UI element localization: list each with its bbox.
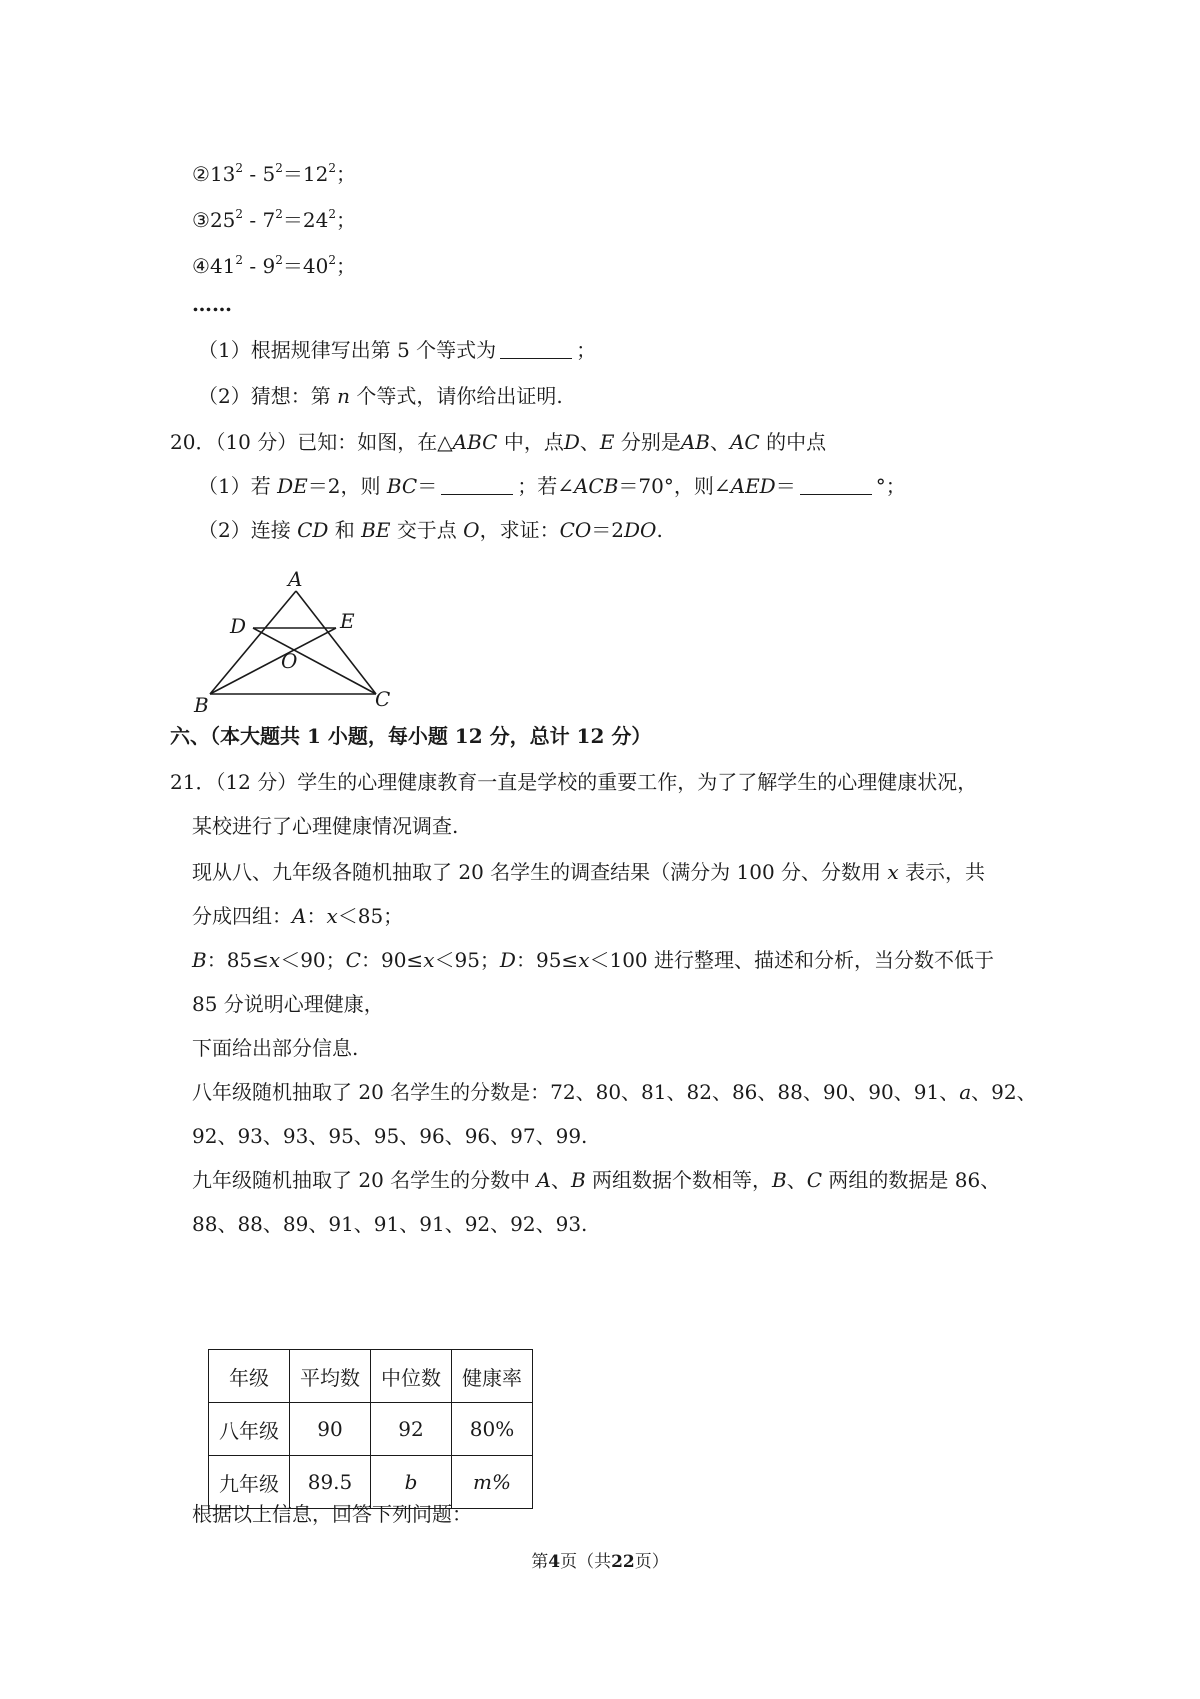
- q19-part2: （2）猜想：第 n 个等式，请你给出证明.: [198, 384, 563, 408]
- q19-part1: （1）根据规律写出第 5 个等式为 ；: [198, 338, 597, 362]
- equation-3: $③25^2 - 7^2=24^2$；: [192, 207, 356, 232]
- equation-4: $④41^2 - 9^2=40^2$；: [192, 253, 356, 278]
- q21-line8: 八年级随机抽取了 20 名学生的分数是：72、80、81、82、86、88、90、90、91、a、92、: [192, 1080, 1037, 1104]
- q21-line6: 85 分说明心理健康，: [192, 992, 384, 1016]
- answer-blank[interactable]: [500, 340, 572, 359]
- table-cell: b: [371, 1456, 452, 1509]
- q21-line1: 21．（12 分）学生的心理健康教育一直是学校的重要工作，为了了解学生的心理健康状况，: [170, 770, 978, 794]
- label-d: D: [230, 614, 247, 638]
- q21-line7: 下面给出部分信息.: [192, 1036, 359, 1060]
- edge-ab: [210, 591, 296, 694]
- q20-stem: 20．（10 分）已知：如图，在△ABC 中，点D、E 分别是AB、AC 的中点: [170, 430, 827, 454]
- q21-closing: 根据以上信息，回答下列问题：: [192, 1502, 472, 1526]
- label-e: E: [340, 609, 355, 633]
- table-cell: 九年级: [209, 1456, 290, 1509]
- table-row: [209, 1403, 533, 1456]
- q20-part2: （2）连接 CD 和 BE 交于点 O，求证：CO＝2DO.: [198, 518, 663, 542]
- table-cell: 89.5: [290, 1456, 371, 1509]
- table-header-cell: 健康率: [452, 1350, 533, 1403]
- table-cell: 90: [290, 1403, 371, 1456]
- equation-2: $②13^2 - 5^2=12^2$；: [192, 161, 356, 186]
- q21-line9: 92、93、93、95、95、96、96、97、99.: [192, 1124, 588, 1148]
- table-header-cell: 中位数: [371, 1350, 452, 1403]
- q21-line2: 某校进行了心理健康情况调查.: [192, 814, 459, 838]
- table-header-cell: 年级: [209, 1350, 290, 1403]
- statistics-table: [208, 1349, 533, 1509]
- table-header-row: [209, 1350, 533, 1403]
- table-header-cell: 平均数: [290, 1350, 371, 1403]
- table-cell: 八年级: [209, 1403, 290, 1456]
- label-o: O: [281, 649, 298, 673]
- label-a: A: [288, 567, 303, 591]
- q21-line4: 分成四组：A：x＜85；: [192, 904, 404, 928]
- q21-line3: 现从八、九年级各随机抽取了 20 名学生的调查结果（满分为 100 分、分数用 x 表示，共: [192, 860, 986, 884]
- q21-line11: 88、88、89、91、91、91、92、92、93.: [192, 1212, 588, 1236]
- label-c: C: [375, 687, 391, 711]
- answer-blank[interactable]: [441, 476, 513, 495]
- page-footer: 第4页（共22页）: [531, 1552, 669, 1572]
- table-cell: 80%: [452, 1403, 533, 1456]
- ellipsis: ……: [192, 292, 232, 316]
- q21-line5: B：85≤x＜90；C：90≤x＜95；D：95≤x＜100 进行整理、描述和分析，当分数不低于: [192, 948, 994, 972]
- label-b: B: [194, 693, 209, 717]
- section-heading: 六、（本大题共 1 小题，每小题 12 分，总计 12 分）: [170, 724, 652, 748]
- q20-part1: （1）若 DE＝2，则 BC＝ ；若∠ACB＝70°，则∠AED＝ °；: [198, 474, 906, 498]
- triangle-figure: [194, 567, 410, 720]
- q21-line10: 九年级随机抽取了 20 名学生的分数中 A、B 两组数据个数相等，B、C 两组的数据是 86、: [192, 1168, 1001, 1192]
- answer-blank[interactable]: [800, 476, 872, 495]
- table-cell: 92: [371, 1403, 452, 1456]
- table-cell: m%: [452, 1456, 533, 1509]
